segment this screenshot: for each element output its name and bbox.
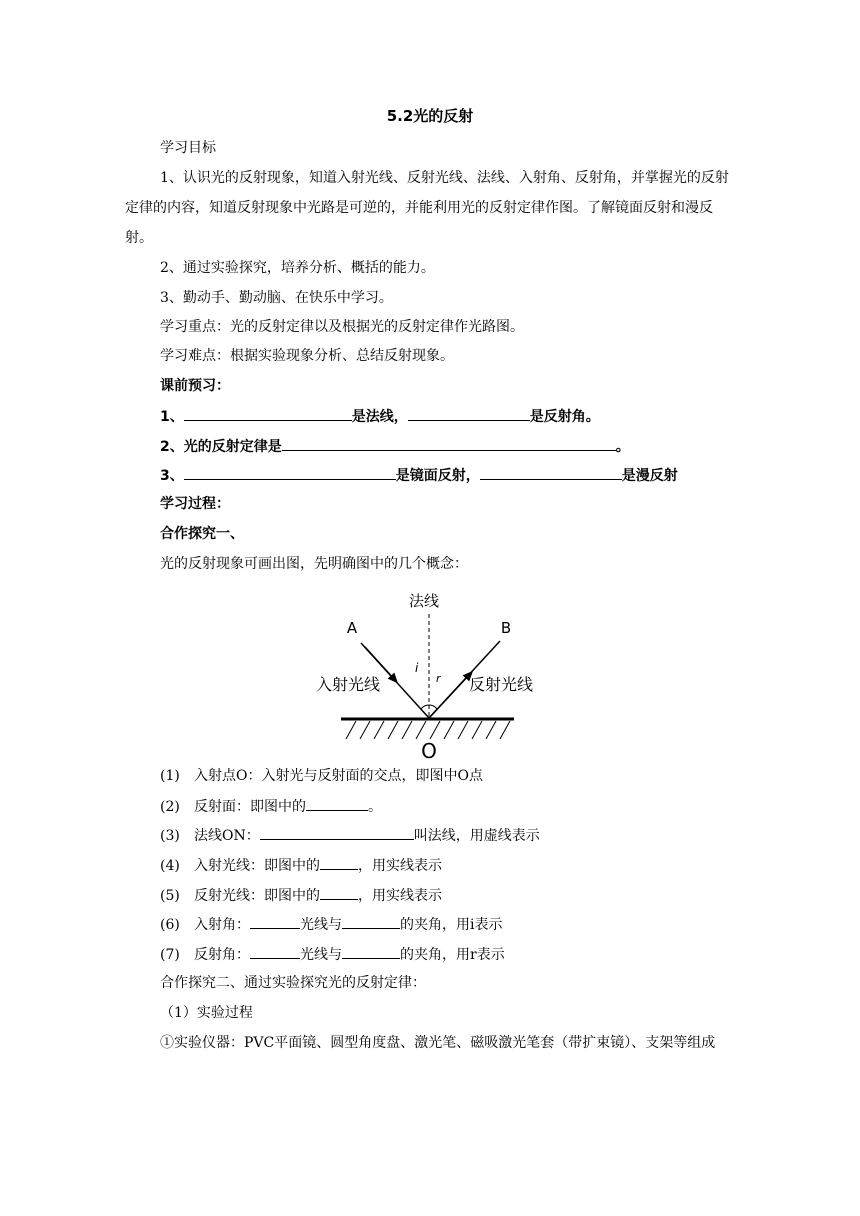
q2-end: 。: [615, 439, 630, 455]
item3-blank[interactable]: [260, 825, 414, 840]
objective-3: 3、勤动手、勤动脑、在快乐中学习。: [160, 290, 393, 306]
mirror-hatching: [346, 721, 510, 739]
q1-mid: 是法线，: [351, 409, 408, 425]
concept-item-1: (1) 入射点O：入射光与反射面的交点，即图中O点: [160, 768, 483, 784]
concept-item-2: (2) 反射面：即图中的 。: [160, 796, 382, 817]
page-title: 5.2光的反射: [386, 107, 474, 125]
objectives-heading: 学习目标: [160, 140, 216, 156]
angle-i-label: i: [415, 661, 419, 675]
item4-blank[interactable]: [320, 855, 358, 870]
coop1-intro: 光的反射现象可画出图，先明确图中的几个概念：: [160, 556, 468, 572]
item6-blank-1[interactable]: [250, 914, 300, 929]
q1-end: 是反射角。: [529, 409, 600, 425]
concept-item-3: (3) 法线ON： 叫法线，用虚线表示: [160, 825, 540, 846]
item6-blank-2[interactable]: [342, 914, 400, 929]
item7-blank-2[interactable]: [342, 944, 400, 959]
objective-2: 2、通过实验探究，培养分析、概括的能力。: [160, 260, 435, 276]
q3-prefix: 3、: [160, 468, 184, 484]
item5-blank[interactable]: [320, 885, 358, 900]
difficulty: 学习难点：根据实验现象分析、总结反射现象。: [160, 348, 454, 364]
point-a-label: A: [346, 619, 358, 637]
angle-r-label: r: [436, 672, 441, 685]
q3-end: 是漫反射: [621, 468, 678, 484]
q3-mid: 是镜面反射，: [395, 468, 480, 484]
coop2-heading: 合作探究二、通过实验探究光的反射定律：: [160, 975, 426, 991]
concept-item-4: (4) 入射光线：即图中的 ，用实线表示: [160, 855, 442, 876]
concept-item-6: (6) 入射角： 光线与 的夹角，用i表示: [160, 914, 502, 935]
coop1-heading: 合作探究一、: [160, 526, 244, 542]
normal-label: 法线: [408, 592, 440, 610]
key-point: 学习重点：光的反射定律以及根据光的反射定律作光路图。: [160, 319, 524, 335]
item2-blank[interactable]: [306, 796, 368, 811]
objective-1: 1、认识光的反射现象，知道入射光线、反射光线、法线、入射角、反射角，并掌握光的反射定律的内容，知道反射现象中光路是可逆的，并能利用光的反射定律作图。了解镜面反射和漫反射。: [125, 170, 729, 246]
process-heading: 学习过程：: [160, 496, 230, 512]
concept-item-5: (5) 反射光线：即图中的 ，用实线表示: [160, 885, 442, 906]
q2-prefix: 2、光的反射定律是: [160, 439, 282, 455]
instruments-text: ①实验仪器：PVC平面镜、圆型角度盘、激光笔、磁吸激光笔套（带扩束镜）、支架等组成: [160, 1035, 716, 1051]
reflected-ray-label: 反射光线: [469, 675, 534, 694]
incident-ray-label: 入射光线: [316, 675, 381, 694]
preview-heading: 课前预习：: [160, 378, 230, 394]
experiment-process: （1）实验过程: [160, 1005, 253, 1021]
point-o-label: O: [421, 739, 437, 763]
item7-blank-1[interactable]: [250, 944, 300, 959]
concept-item-7: (7) 反射角： 光线与 的夹角，用r表示: [160, 944, 505, 965]
point-b-label: B: [500, 619, 512, 637]
q1-prefix: 1、: [160, 409, 184, 425]
